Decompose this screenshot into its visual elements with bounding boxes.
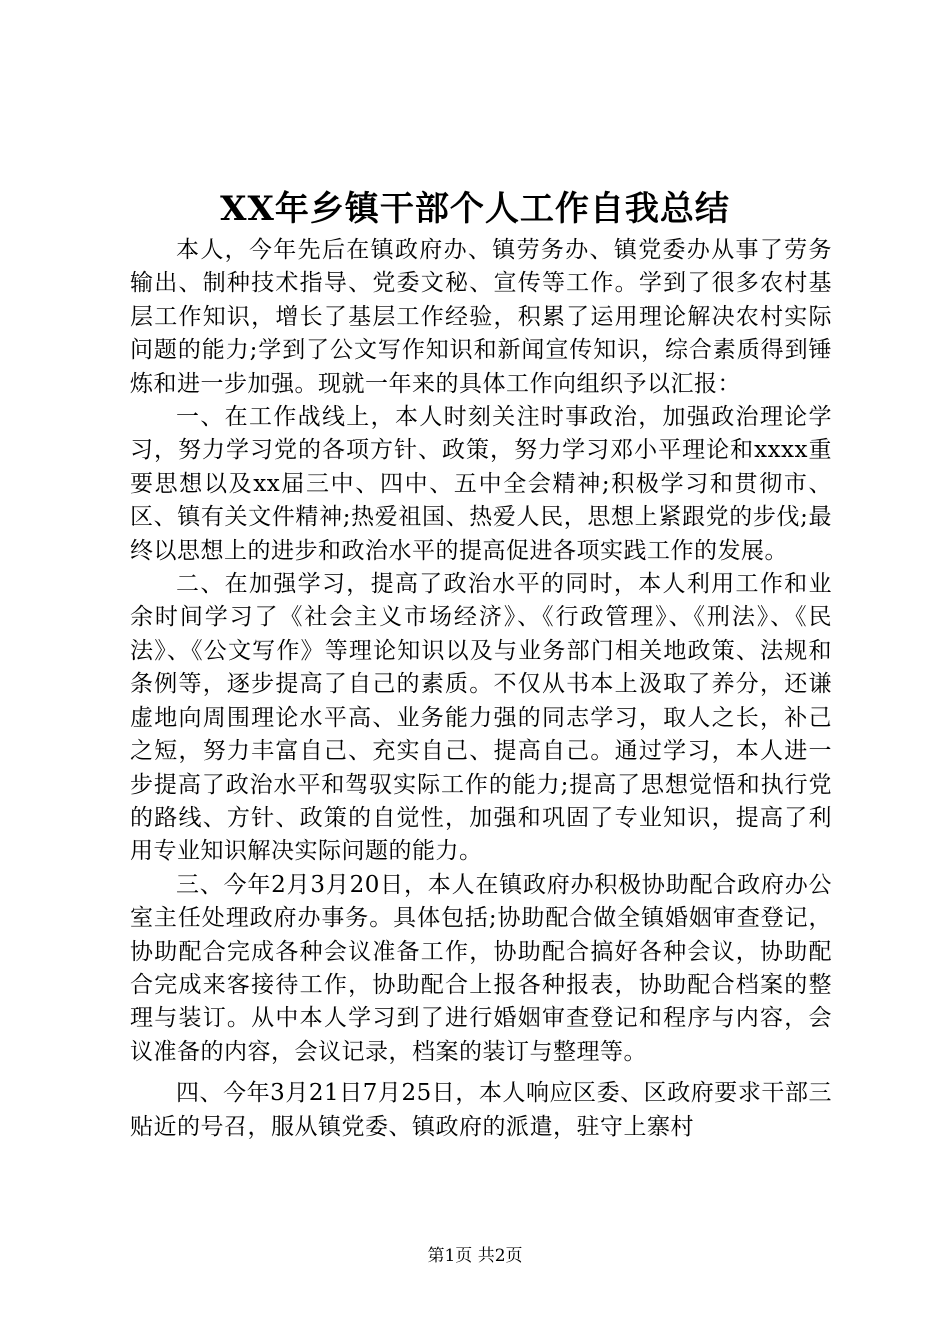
paragraph-section-4: 四、今年3月21日7月25日，本人响应区委、区政府要求干部三贴近的号召，服从镇党委、镇政府的派遣，驻守上寨村 [130,1080,832,1140]
paragraph-section-2: 二、在加强学习，提高了政治水平的同时，本人利用工作和业余时间学习了《社会主义市场经济》、《行政管理》、《刑法》、《民法》、《公文写作》等理论知识以及与业务部门相关地政策、法规和条例等，逐步提高了自己的素质。不仅从书本上汲取了养分，还谦虚地向周围理论水平高、业务能力强的同志学习，取人之长，补己之短，努力丰富自己、充实自己、提高自己。通过学习，本人进一步提高了政治水平和驾驭实际工作的能力;提高了思想觉悟和执行党的路线、方针、政策的自觉性，加强和巩固了专业知识，提高了利用专业知识解决实际问题的能力。 [130,571,832,865]
paragraph-section-3: 三、今年2月3月20日，本人在镇政府办积极协助配合政府办公室主任处理政府办事务。具体包括;协助配合做全镇婚姻审查登记，协助配合完成各种会议准备工作，协助配合搞好各种会议，协助配合完成来客接待工作，协助配合上报各种报表，协助配合档案的整理与装订。从中本人学习到了进行婚姻审查登记和程序与内容，会议准备的内容，会议记录，档案的装订与整理等。 [130,871,832,1065]
paragraph-intro: 本人，今年先后在镇政府办、镇劳务办、镇党委办从事了劳务输出、制种技术指导、党委文秘、宣传等工作。学到了很多农村基层工作知识，增长了基层工作经验，积累了运用理论解决农村实际问题的能力;学到了公文写作知识和新闻宣传知识，综合素质得到锤炼和进一步加强。现就一年来的具体工作向组织予以汇报： [130,237,832,397]
paragraph-section-1: 一、在工作战线上，本人时刻关注时事政治，加强政治理论学习，努力学习党的各项方针、政策，努力学习邓小平理论和xxxx重要思想以及xx届三中、四中、五中全会精神;积极学习和贯彻市、区、镇有关文件精神;热爱祖国、热爱人民，思想上紧跟党的步伐;最终以思想上的进步和政治水平的提高促进各项实践工作的发展。 [130,404,832,564]
page-footer: 第1页 共2页 [427,1246,523,1266]
document-title: XX年乡镇干部个人工作自我总结 [220,189,730,229]
document-body [130,234,832,1144]
